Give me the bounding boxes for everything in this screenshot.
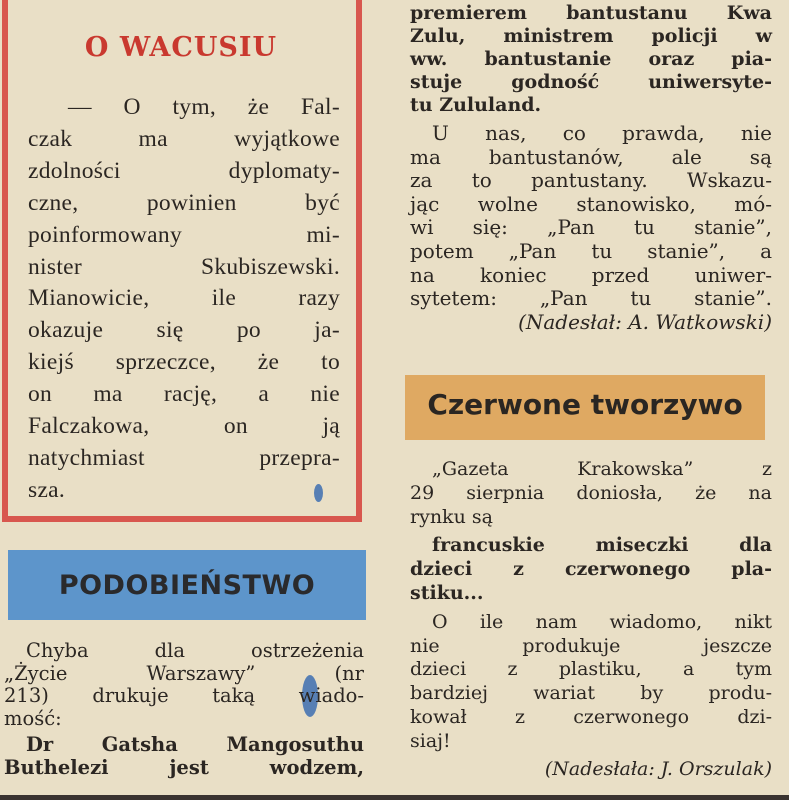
text-line: czne, powinien być (28, 189, 340, 216)
text-line: mość: (4, 706, 62, 730)
text-line: tu Zululand. (410, 94, 542, 116)
text-line: — O tym, że Fal- (68, 94, 340, 120)
text-line: sytetem: „Pan tu stanie”. (410, 286, 772, 311)
text-line: O ile nam wiadomo, nikt (432, 610, 772, 633)
text-line: Chyba dla ostrzeżenia (26, 639, 364, 662)
text-line: siaj! (410, 729, 451, 752)
text-line: Dr Gatsha Mangosuthu (26, 733, 364, 756)
text-line: Buthelezi jest wodzem, (4, 755, 364, 779)
text-line: on ma rację, a nie (28, 381, 340, 408)
signature: (Nadesłała: J. Orszulak) (544, 757, 772, 780)
text-line: francuskie miseczki dla (432, 534, 772, 557)
text-line: nister Skubiszewski. (28, 253, 340, 280)
text-line: 29 sierpnia doniosła, że na (410, 481, 772, 504)
text-line: Falczakowa, on ją (28, 413, 340, 440)
text-line: rynku są (410, 505, 493, 528)
text-line: kował z czerwonego dzi- (410, 705, 772, 728)
text-line: zdolności dyplomaty- (28, 157, 340, 184)
podobienstwo-heading: PODOBIEŃSTWO (58, 570, 316, 601)
text-line: wi się: „Pan tu stanie”, (410, 215, 772, 240)
text-line: na koniec przed uniwer- (410, 262, 772, 287)
podobienstwo-continued (410, 2, 772, 334)
o-wacusiu-heading: O WACUSIU (84, 32, 278, 63)
text-line: nie produkuje jeszcze (410, 634, 772, 657)
o-wacusiu-body (28, 92, 340, 507)
text-line: bardziej wariat by produ- (410, 682, 772, 705)
text-line: za to pantustany. Wskazu- (410, 168, 772, 193)
text-line: poinformowany mi- (28, 221, 340, 248)
text-line: natychmiast przepra- (28, 444, 340, 471)
czerwone-tworzywo-body (410, 458, 772, 781)
text-line: U nas, co prawda, nie (432, 121, 772, 145)
text-line: Mianowicie, ile razy (28, 285, 340, 312)
page-bottom-rule (0, 795, 789, 800)
text-line: potem „Pan tu stanie”, a (410, 238, 772, 263)
text-line: stuje godność uniwersyte- (410, 71, 772, 93)
text-line: sza. (28, 476, 66, 503)
text-line: 213) drukuje taką wiado- (4, 684, 364, 707)
text-line: ww. bantustanie oraz pia- (410, 48, 772, 70)
text-line: dzieci z plastiku, a tym (410, 658, 772, 681)
text-line: kiejś sprzeczce, że to (28, 349, 340, 376)
text-line: „Gazeta Krakowska” z (432, 458, 772, 480)
text-line: czak ma wyjątkowe (28, 125, 340, 152)
signature: (Nadesłał: A. Watkowski) (518, 309, 772, 334)
czerwone-tworzywo-heading: Czerwone tworzywo (427, 388, 743, 421)
text-line: ma bantustanów, ale są (410, 144, 772, 169)
podobienstwo-body (4, 640, 364, 779)
text-line: stiku... (410, 581, 484, 604)
text-line: okazuje się po ja- (28, 317, 340, 344)
text-line: „Życie Warszawy” (nr (4, 661, 364, 685)
text-line: premierem bantustanu Kwa (410, 2, 772, 24)
text-line: jąc wolne stanowisko, mó- (410, 191, 772, 216)
text-line: Zulu, ministrem policji w (410, 25, 772, 47)
text-line: dzieci z czerwonego pla- (410, 558, 772, 581)
